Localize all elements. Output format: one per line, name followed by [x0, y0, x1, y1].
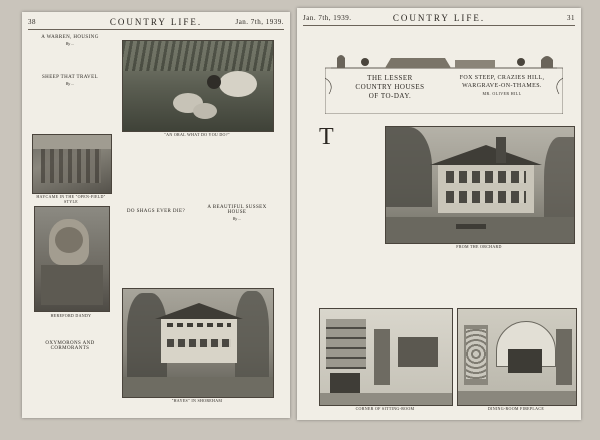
left-col-1-top	[30, 34, 110, 74]
article-title: A BEAUTIFUL SUSSEX HOUSE	[207, 205, 267, 215]
heading-line-1: THE LESSER	[367, 74, 413, 82]
sitting-room-photo	[319, 308, 453, 406]
right-page	[297, 8, 581, 420]
article-byline: By ...	[232, 216, 242, 221]
heading-place-2: WARGRAVE-ON-THAMES.	[462, 83, 542, 89]
left-page-number: 38	[28, 18, 36, 26]
cutting-photo	[32, 134, 112, 194]
heading-banner	[325, 48, 563, 114]
article-title: SHEEP THAT TRAVEL	[42, 75, 98, 80]
drop-cap: T	[319, 124, 334, 150]
left-magazine-title: COUNTRY LIFE.	[109, 17, 203, 27]
heading-left-block	[335, 74, 445, 101]
left-running-head	[28, 17, 284, 30]
left-col-3-heading	[198, 204, 276, 228]
sheep-photo	[122, 40, 274, 132]
statue-caption: HEREFORD DANDY	[50, 313, 92, 318]
left-col-1-heading	[30, 74, 110, 94]
heading-place-1: FOX STEEP, CRAZIES HILL,	[459, 75, 545, 81]
orchard-caption: FROM THE ORCHARD	[456, 244, 502, 249]
statue-photo	[34, 206, 110, 312]
sheep-caption: "AN ORAL WHAT DO YOU DO?"	[164, 132, 230, 137]
article-byline: By ...	[65, 81, 75, 86]
dining-room-caption: DINING-ROOM FIREPLACE	[487, 406, 545, 411]
heading-line-3: OF TO-DAY.	[368, 92, 412, 100]
right-running-head	[303, 13, 575, 26]
article-title: A WARREN, HOUSING	[41, 35, 99, 40]
heading-right-block	[447, 74, 557, 98]
house-photo	[122, 288, 274, 398]
left-page	[22, 12, 290, 418]
left-col-1-heading-2	[30, 340, 110, 356]
article-byline: By ...	[65, 41, 75, 46]
heading-designer: MR. OLIVER HILL	[482, 91, 522, 96]
dining-room-photo	[457, 308, 577, 406]
article-title: DO SHAGS EVER DIE?	[126, 209, 186, 214]
article-title: OXYMORONS AND CORMORANTS	[45, 341, 95, 351]
cutting-caption: HAYCAME IN THE "OPEN-FIELD" STYLE	[36, 194, 106, 204]
left-col-2-heading	[120, 208, 192, 232]
heading-line-2: COUNTRY HOUSES	[355, 83, 425, 91]
right-date: Jan. 7th, 1939.	[303, 14, 352, 22]
exterior-photo	[385, 126, 575, 244]
right-magazine-title: COUNTRY LIFE.	[392, 13, 486, 23]
right-page-number: 31	[567, 14, 575, 22]
sitting-room-caption: CORNER OF SITTING-ROOM	[355, 406, 415, 411]
left-date: Jan. 7th, 1939.	[235, 18, 284, 26]
house-caption: "HAYES" IN SHOREHAM	[171, 398, 223, 403]
